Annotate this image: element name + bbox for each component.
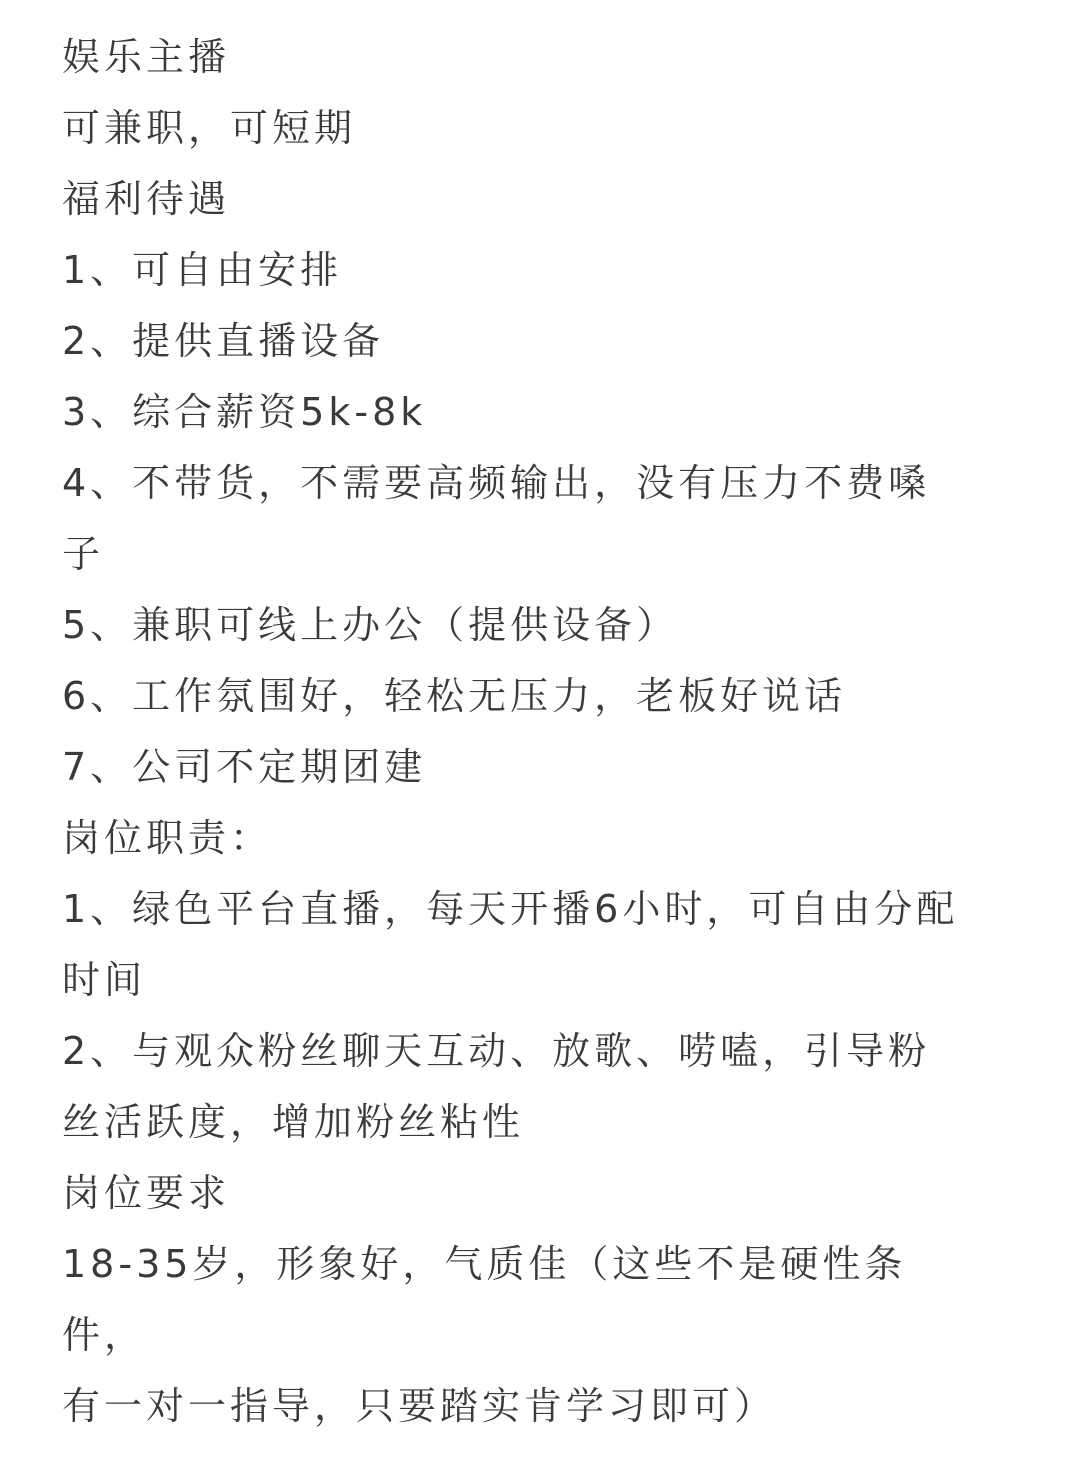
title-line: 娱乐主播: [62, 35, 231, 79]
benefit-item: 5、兼职可线上办公（提供设备）: [62, 603, 679, 647]
requirement-text-continuation: 件，: [62, 1313, 147, 1357]
section-heading-duties: 岗位职责：: [62, 816, 273, 860]
benefit-item: 7、公司不定期团建: [62, 745, 427, 789]
duty-item: 1、绿色平台直播，每天开播6小时，可自由分配: [62, 887, 959, 931]
requirement-text: 18-35岁，形象好，气质佳（这些不是硬性条: [62, 1242, 907, 1286]
benefit-item: 4、不带货，不需要高频输出，没有压力不费嗓: [62, 461, 931, 505]
benefit-item: 6、工作氛围好，轻松无压力，老板好说话: [62, 674, 847, 718]
text-line: 可兼职，可短期: [62, 106, 357, 150]
duty-item: 2、与观众粉丝聊天互动、放歌、唠嗑，引导粉: [62, 1029, 931, 1073]
benefit-item-continuation: 子: [62, 532, 105, 576]
section-heading-benefits: 福利待遇: [62, 177, 231, 221]
duty-item-continuation: 时间: [62, 958, 147, 1002]
job-posting-text: [62, 22, 1022, 1442]
benefit-item: 3、综合薪资5k-8k: [62, 390, 427, 434]
benefit-item: 2、提供直播设备: [62, 319, 385, 363]
requirement-text-continuation: 有一对一指导，只要踏实肯学习即可）: [62, 1384, 777, 1428]
duty-item-continuation: 丝活跃度，增加粉丝粘性: [62, 1100, 525, 1144]
section-heading-requirements: 岗位要求: [62, 1171, 231, 1215]
benefit-item: 1、可自由安排: [62, 248, 343, 292]
